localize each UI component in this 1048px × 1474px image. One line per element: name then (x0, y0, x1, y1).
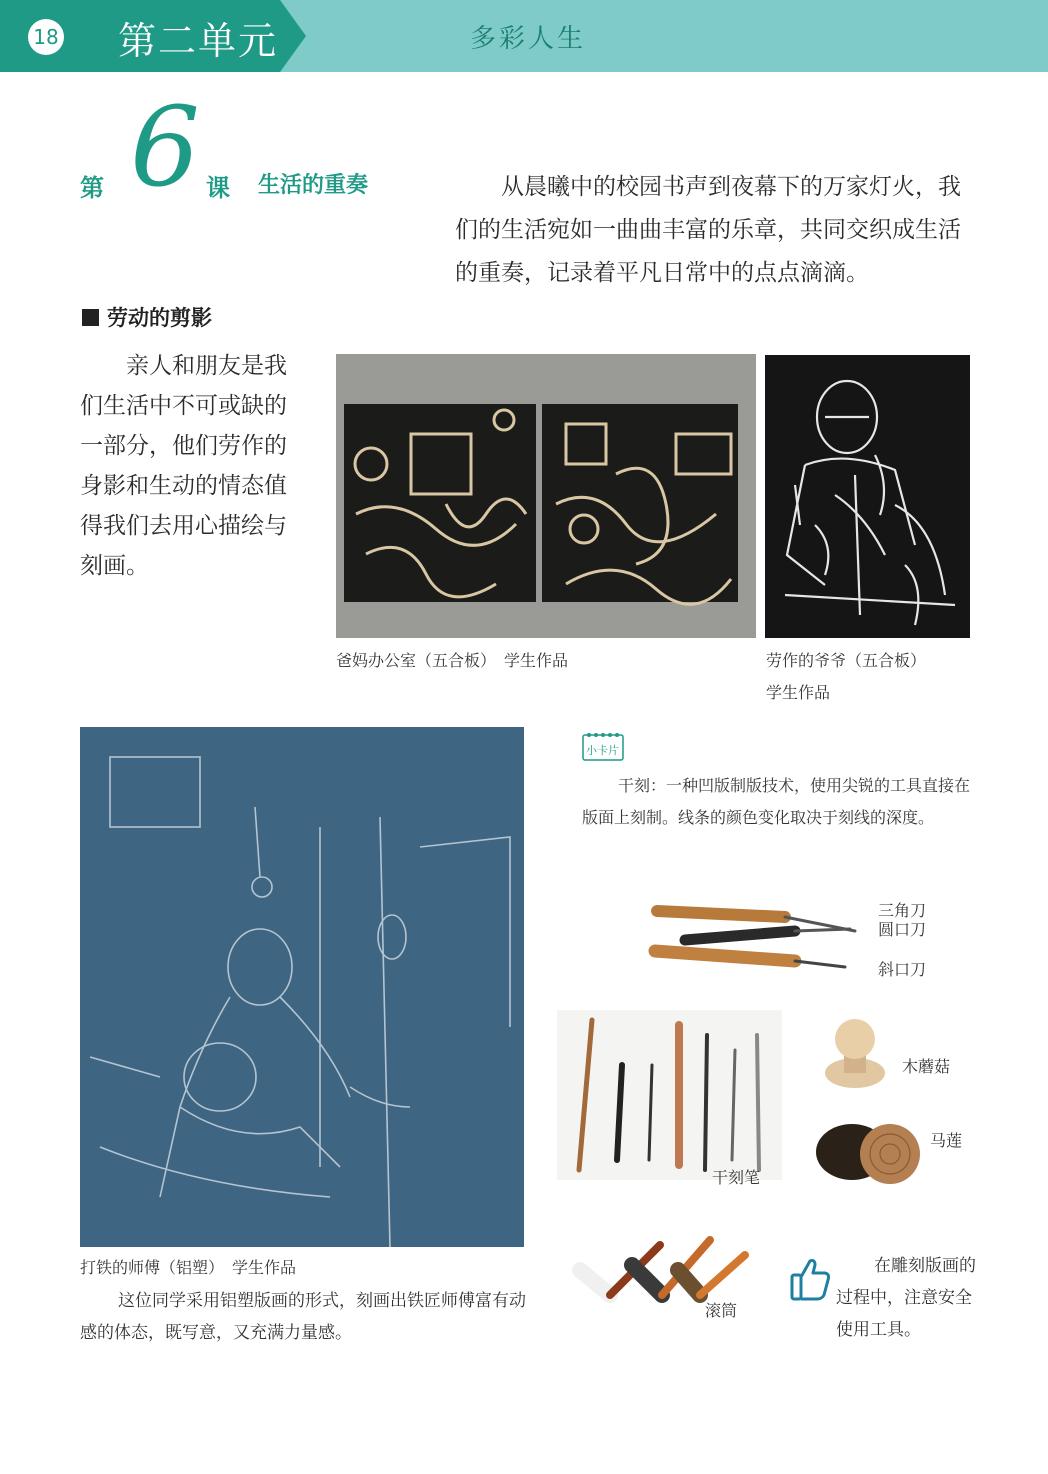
woodcut-office-svg (336, 354, 756, 638)
info-card-icon-label: 小卡片 (586, 744, 619, 757)
roller-image (560, 1215, 775, 1320)
section-heading-text: 劳动的剪影 (107, 306, 212, 330)
pens-svg (557, 1010, 782, 1180)
unit-banner-arrow (280, 0, 306, 72)
safety-tip-text: 在雕刻版画的过程中，注意安全使用工具。 (836, 1256, 976, 1340)
drypoint-blacksmith-svg (80, 727, 524, 1247)
lesson-number: 6 (130, 83, 200, 211)
drypoint-pens-image (557, 1010, 782, 1180)
baren-label: 马莲 (930, 1131, 963, 1150)
info-card-icon (582, 731, 624, 761)
lesson-prefix: 第 (80, 174, 104, 202)
roller-label: 滚筒 (705, 1301, 738, 1320)
blacksmith-description: 这位同学采用铝塑版画的形式，刻画出铁匠师傅富有动感的体态，既写意，又充满力量感。 (80, 1291, 526, 1343)
theme-title: 多彩人生 (470, 24, 587, 54)
lesson-suffix: 课 (206, 174, 230, 202)
grandpa-caption-line2: 学生作品 (766, 683, 831, 702)
artwork-office-image (336, 354, 756, 638)
office-caption: 爸妈办公室（五合板） 学生作品 (336, 651, 569, 670)
thumbs-up-svg (788, 1255, 832, 1303)
info-card-text: 干刻：一种凹版制版技术，使用尖锐的工具直接在版面上刻制。线条的颜色变化取决于刻线的深度。 (582, 776, 971, 827)
knives-svg (645, 895, 865, 980)
carving-knives-image (645, 895, 865, 980)
woodcut-grandpa-svg (765, 355, 970, 638)
grandpa-caption-line1: 劳作的爷爷（五合板） (766, 651, 927, 670)
section-heading (82, 302, 212, 332)
blacksmith-caption: 打铁的师傅（铝塑） 学生作品 (80, 1258, 297, 1277)
baren-image (812, 1110, 922, 1190)
section-text: 亲人和朋友是我们生活中不可或缺的一部分，他们劳作的身影和生动的情态值得我们去用心描绘与刻画。 (80, 353, 287, 579)
baren-svg (812, 1110, 922, 1190)
unit-title: 第二单元 (118, 19, 279, 63)
thumbs-up-icon (788, 1255, 832, 1303)
lesson-title: 生活的重奏 (258, 173, 369, 198)
drypoint-pens-label: 干刻笔 (712, 1168, 761, 1187)
artwork-grandpa-image (765, 355, 970, 638)
page-number: 18 (28, 19, 64, 55)
oblique-knife-label: 斜口刀 (878, 960, 927, 979)
mushroom-svg (820, 1015, 890, 1090)
wood-mushroom-label: 木蘑菇 (902, 1057, 951, 1076)
artwork-blacksmith-image (80, 727, 524, 1247)
square-bullet-icon (82, 309, 99, 326)
wood-mushroom-image (820, 1015, 890, 1090)
round-knife-label: 圆口刀 (878, 920, 927, 939)
roller-svg (560, 1215, 775, 1320)
lesson-intro: 从晨曦中的校园书声到夜幕下的万家灯火，我们的生活宛如一曲曲丰富的乐章，共同交织成生活的重奏，记录着平凡日常中的点点滴滴。 (455, 174, 961, 286)
triangle-knife-label: 三角刀 (878, 901, 927, 920)
